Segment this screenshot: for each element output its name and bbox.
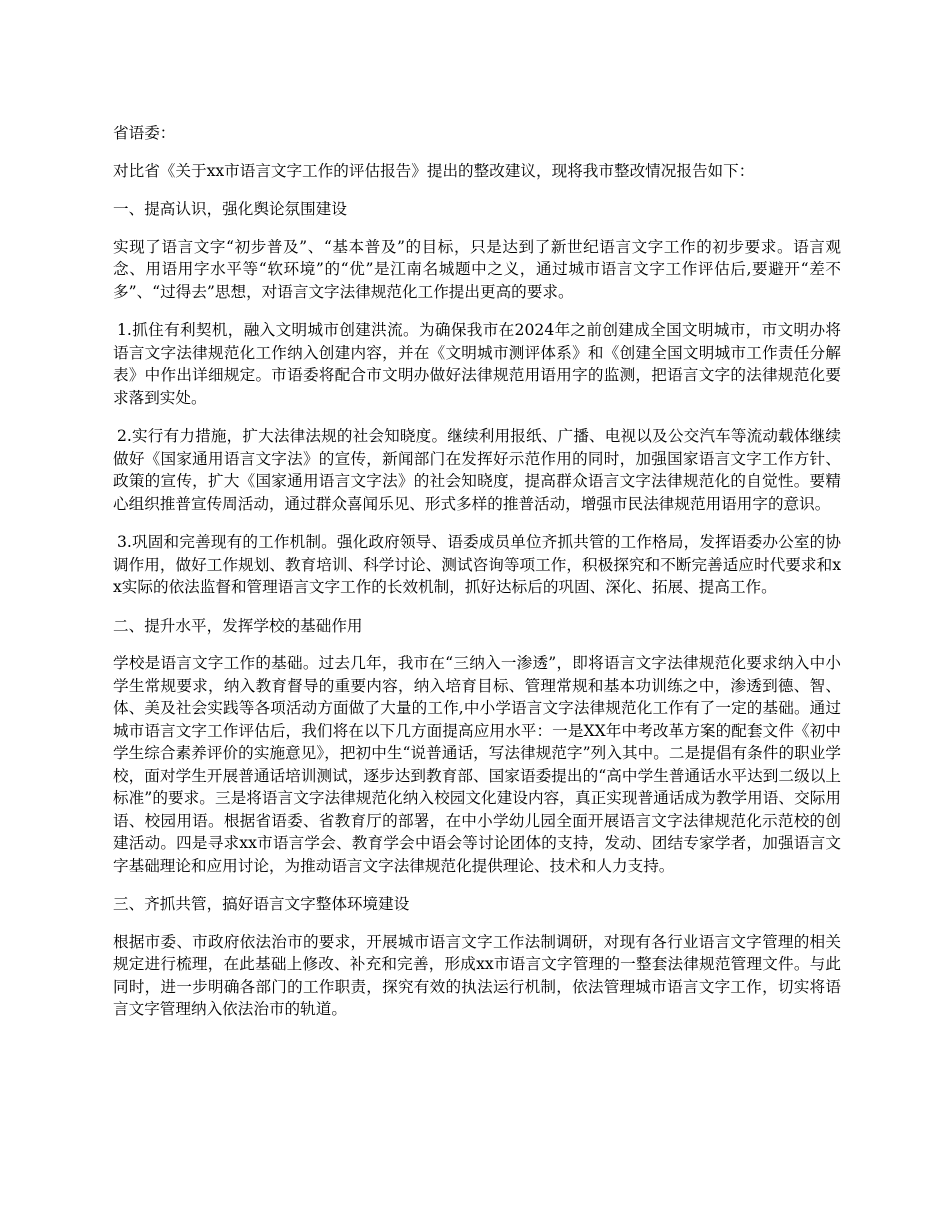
section-2-heading: 二、提升水平，发挥学校的基础作用 xyxy=(113,616,363,635)
section-1-lead: 实现了语言文字“初步普及”、“基本普及”的目标，只是达到了新世纪语言文字工作的初步要求。语言观念、用语用字水平等“软环境”的“优”是江南名城题中之义，通过城市语言文字工作评估后,要避开“差不多”、“过得去”思想，对语言文字法律规范化工作提出更高的要求。 xyxy=(113,237,841,301)
section-1-item-1: 1.抓住有利契机，融入文明城市创建洪流。为确保我市在2024年之前创建成全国文明城市，市文明办将语言文字法律规范化工作纳入创建内容，并在《文明城市测评体系》和《创建全国文明城市工作责任分解表》中作出详细规定。市语委将配合市文明办做好法律规范用语用字的监测，把语言文字的法律规范化要求落到实处。 xyxy=(113,321,841,407)
section-2-body: 学校是语言文字工作的基础。过去几年，我市在“三纳入一渗透”，即将语言文字法律规范化要求纳入中小学生常规要求，纳入教育督导的重要内容，纳入培育目标、管理常规和基本功训练之中，渗透到德、智、体、美及社会实践等各项活动方面做了大量的工作,中小学语言文字法律规范化工作有了一定的基础。通过城市语言文字工作评估后，我们将在以下几方面提高应用水平：一是XX年中考改革方案的配套文件《初中学生综合素养评价的实施意见》，把初中生“说普通话，写法律规范字”列入其中。二是提倡有条件的职业学校，面对学生开展普通话培训测试，逐步达到教育部、国家语委提出的“高中学生普通话水平达到二级以上标准”的要求。三是将语言文字法律规范化纳入校园文化建设内容，真正实现普通话成为教学用语、交际用语、校园用语。根据省语委、省教育厅的部署，在中小学幼儿园全面开展语言文字法律规范化示范校的创建活动。四是寻求xx市语言学会、教育学会中语会等讨论团体的支持，发动、团结专家学者，加强语言文字基础理论和应用讨论，为推动语言文字法律规范化提供理论、技术和人力支持。 xyxy=(113,654,841,875)
section-1-item-3: 3.巩固和完善现有的工作机制。强化政府领导、语委成员单位齐抓共管的工作格局，发挥语委办公室的协调作用，做好工作规划、教育培训、科学讨论、测试咨询等项工作，积极探究和不断完善适应时代要求和xx实际的依法监督和管理语言文字工作的长效机制，抓好达标后的巩固、深化、拓展、提高工作。 xyxy=(113,533,841,596)
intro-paragraph: 对比省《关于xx市语言文字工作的评估报告》提出的整改建议，现将我市整改情况报告如下： xyxy=(113,161,755,180)
document-page xyxy=(113,122,841,1037)
section-3-body: 根据市委、市政府依法治市的要求，开展城市语言文字工作法制调研，对现有各行业语言文字管理的相关规定进行梳理，在此基础上修改、补充和完善，形成xx市语言文字管理的一整套法律规范管理文件。与此同时，进一步明确各部门的工作职责，探究有效的执法运行机制，依法管理城市语言文字工作，切实将语言文字管理纳入依法治市的轨道。 xyxy=(113,932,841,1018)
section-1-item-2: 2.实行有力措施，扩大法律法规的社会知晓度。继续利用报纸、广播、电视以及公交汽车等流动载体继续做好《国家通用语言文字法》的宣传，新闻部门在发挥好示范作用的同时，加强国家语言文字工作方针、政策的宣传，扩大《国家通用语言文字法》的社会知晓度，提高群众语言文字法律规范化的自觉性。要精心组织推普宣传周活动，通过群众喜闻乐见、形式多样的推普活动，增强市民法律规范用语用字的意识。 xyxy=(113,427,841,513)
salutation: 省语委： xyxy=(113,124,176,142)
section-3-heading: 三、齐抓共管，搞好语言文字整体环境建设 xyxy=(113,895,410,913)
section-1-heading: 一、提高认识，强化舆论氛围建设 xyxy=(113,200,347,218)
